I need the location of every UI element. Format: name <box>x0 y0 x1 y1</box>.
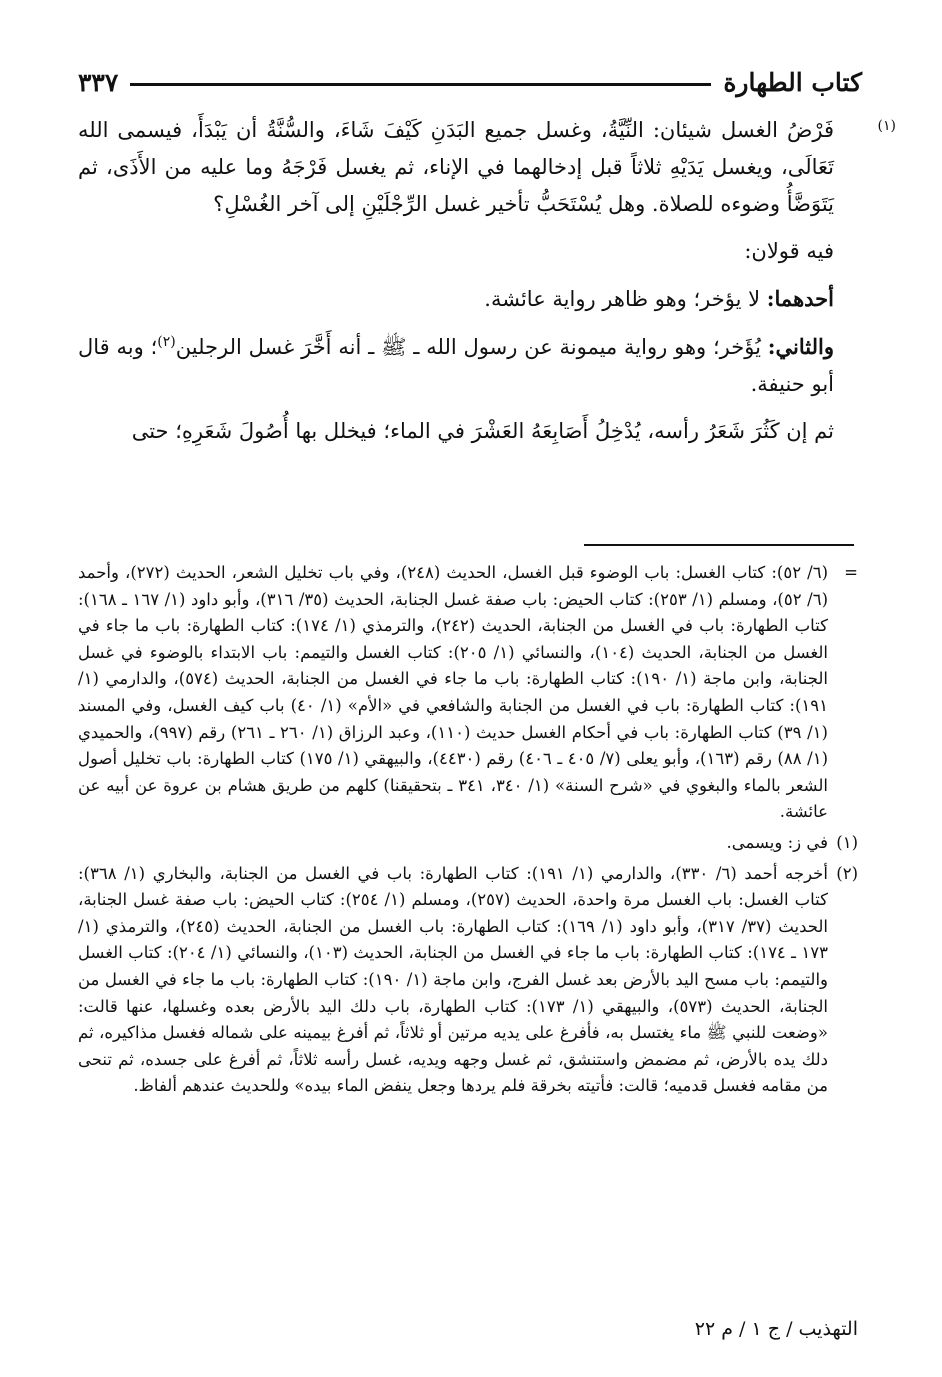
footnote-2-mark: (٢) <box>836 863 858 883</box>
paragraph-obligations <box>78 112 896 223</box>
second-opinion-text-end: ؛ وبه قال أبو حنيفة. <box>78 335 834 396</box>
first-opinion-text: لا يؤخر؛ وهو ظاهر رواية عائشة. <box>484 287 761 311</box>
main-text <box>78 112 896 450</box>
footnote-separator <box>584 544 854 546</box>
header-rule <box>130 83 711 86</box>
footnote-1 <box>78 830 858 857</box>
running-header <box>78 62 862 102</box>
chapter-title: كتاب الطهارة <box>723 67 862 97</box>
footnote-2-text: أخرجه أحمد (٦/ ٣٣٠)، والدارمي (١/ ١٩١): كتاب الطهارة: باب في الغسل من الجنابة، والبخاري (١/ ٣٦٨): كتاب الغسل: باب الغسل مرة واحدة، الحديث (٢٥٧)، ومسلم (١/ ٢٥٤): كتاب الحيض: باب صفة غسل الجنابة، الحديث (٣٧/ ٣١٧)، وأبو داود (١/ ١٦٩): كتاب الطهارة: باب الغسل من الجنابة، الحديث (٢٤٥)، والترمذي (١/ ١٧٣ ـ ١٧٤): كتاب الطهارة: باب ما جاء في الغسل من الجنابة، الحديث (١٠٣)، والنسائي (١/ ٢٠٤): كتاب الغسل والتيمم: باب مسح اليد بالأرض بعد غسل الفرج، وابن ماجة (١/ ١٩٠): كتاب الطهارة: باب ما جاء في الغسل من الجنابة، الحديث (٥٧٣)، والبيهقي (١/ ١٧٣): كتاب الطهارة، باب دلك اليد بالأرض بعده وغسلها، عنها قالت: «وضعت للنبي ﷺ ماء يغتسل به، فأفرغ على يديه مرتين أو ثلاثاً، ثم أفرغ بيمينه على شماله فغسل مذاكيره، ثم دلك يده بالأرض، ثم مضمض واستنشق، ثم غسل وجهه ويديه، غسل رأسه ثلاثاً، ثم أفرغ على جسده، ثم تنحى من مقامه فغسل قدميه؛ قالت: فأتيته بخرقة فلم يردها وجعل ينفض الماء بيده» وللحديث عندهم ألفاظ. <box>78 863 829 1096</box>
footnote-ref-2: (٢) <box>157 334 176 350</box>
second-opinion-text: يُؤَخر؛ وهو رواية ميمونة عن رسول الله ـ ﷺ ـ أنه أَخَّرَ غسل الرجلين <box>175 335 761 359</box>
footnotes <box>78 560 858 1100</box>
paragraph-second-opinion <box>78 328 862 403</box>
printer-signature: التهذيب / ج ١ / م ٢٢ <box>694 1318 858 1340</box>
paragraph-first-opinion <box>78 280 862 318</box>
paragraph-obligations-text: فَرْضُ الغسل شيئان: النِّيَّةُ، وغسل جميع البَدَنِ كَيْفَ شَاءَ، والسُّنَّةُ أن يَبْدَأَ، فيسمى الله تَعَالَى، ويغسل يَدَيْهِ ثلاثاً قبل إدخالهما في الإناء، ثم يغسل فَرْجَهُ وما عليه من الأَذَى، ثم يَتَوَضَّأُ وضوءه للصلاة. وهل يُسْتَحَبُّ تأخير غسل الرِّجْلَيْنِ إلى آخر الغُسْلِ؟ <box>78 118 834 216</box>
footnote-continued-text: (٦/ ٥٢): كتاب الغسل: باب الوضوء قبل الغسل، الحديث (٢٤٨)، وفي باب تخليل الشعر، الحديث (٢٧٢)، وأحمد (٦/ ٥٢)، ومسلم (١/ ٢٥٣): كتاب الحيض: باب صفة غسل الجنابة، الحديث (٣٥/ ٣١٦)، وأبو داود (١/ ١٦٧ ـ ١٦٨): كتاب الطهارة: باب في الغسل من الجنابة، الحديث (٢٤٢)، والترمذي (١/ ١٧٤): كتاب الطهارة: باب ما جاء في الغسل من الجنابة، الحديث (١٠٤)، والنسائي (١/ ٢٠٥): كتاب الغسل والتيمم: باب الابتداء بالوضوء في غسل الجنابة، وابن ماجة (١/ ١٩٠): كتاب الطهارة: باب ما جاء في الغسل من الجنابة، الحديث (٥٧٤)، والدارمي (١/ ١٩١): كتاب الطهارة: باب في الغسل من الجنابة والشافعي في «الأم» (١/ ٤٠) باب كيف الغسل، وفي المسند (١/ ٣٩) كتاب الطهارة: باب في أحكام الغسل حديث (١١٠)، وعبد الرزاق (١/ ٢٦٠ ـ ٢٦١) رقم (٩٩٧)، والحميدي (١/ ٨٨) رقم (١٦٣)، وأبو يعلى (٧/ ٤٠٥ ـ ٤٠٦) رقم (٤٤٣٠)، والبيهقي (١/ ١٧٥) كتاب الطهارة: باب تخليل أصول الشعر بالماء والبغوي في «شرح السنة» (١/ ٣٤٠، ٣٤١ ـ بتحقيقنا) كلهم من طريق هشام بن عروة عن أبيه عن عائشة. <box>78 563 829 822</box>
first-opinion-label: أحدهما: <box>766 286 834 311</box>
footnote-continued-mark: = <box>844 563 858 582</box>
footnote-2 <box>78 861 858 1100</box>
paragraph-hair: ثم إن كَثُرَ شَعَرُ رأسه، يُدْخِلُ أَصَابِعَهُ العَشْرَ في الماء؛ فيخلل بها أُصُولَ شَعَرِهِ؛ حتى <box>131 419 834 443</box>
footnote-ref-1: (١) <box>877 118 896 134</box>
second-opinion-label: والثاني: <box>767 334 834 359</box>
footnote-1-text: في ز: ويسمى. <box>726 832 828 852</box>
footnote-continued <box>78 560 858 826</box>
page-number: ٣٣٧ <box>78 67 119 97</box>
paragraph-two-opinions: فيه قولان: <box>744 239 834 263</box>
footnote-1-mark: (١) <box>836 832 858 852</box>
